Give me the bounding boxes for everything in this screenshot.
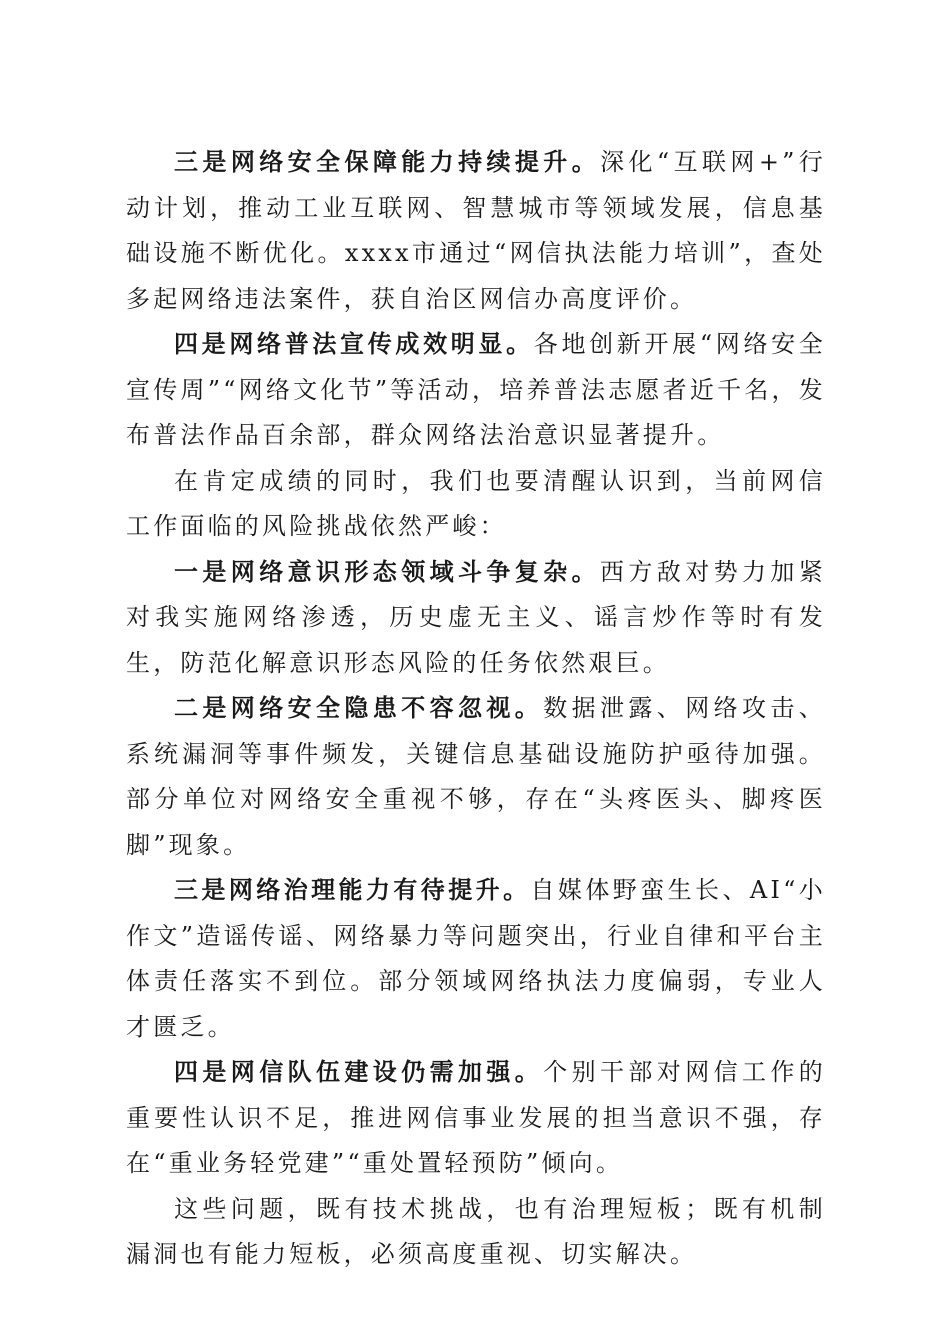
paragraph-text: 在肯定成绩的同时，我们也要清醒认识到，当前网信工作面临的风险挑战依然严峻： [126,466,826,540]
paragraph-legal-publicity [126,322,826,459]
paragraph-lead: 二是网络安全隐患不容忽视。 [174,694,544,722]
paragraph-text: 个别干部对网信工作的重要性认识不足，推进网信事业发展的担当意识不强，存在“重业务轻党建”“重处置轻预防”倾向。 [126,1058,826,1177]
paragraph-text: 西方敌对势力加紧对我实施网络渗透，历史虚无主义、谣言炒作等时有发生，防范化解意识形态风险的任务依然艰巨。 [126,557,826,677]
paragraph-transition-challenges [126,459,826,550]
paragraph-team-building [126,1050,826,1187]
paragraph-network-security-capability [126,140,826,322]
paragraph-governance-capability [126,868,826,1050]
paragraph-text: 数据泄露、网络攻击、系统漏洞等事件频发，关键信息基础设施防护亟待加强。部分单位对网络安全重视不够，存在“头疼医头、脚疼医脚”现象。 [126,694,826,859]
paragraph-lead: 一是网络意识形态领域斗争复杂。 [174,557,600,586]
paragraph-text: 各地创新开展“网络安全宣传周”“网络文化节”等活动，培养普法志愿者近千名，发布普法作品百余部，群众网络法治意识显著提升。 [126,330,826,449]
paragraph-ideology-struggle [126,550,826,687]
paragraph-security-risks [126,686,826,868]
paragraph-text: 这些问题，既有技术挑战，也有治理短板；既有机制漏洞也有能力短板，必须高度重视、切实解决。 [126,1194,826,1268]
document-body [126,140,826,1278]
paragraph-text: 深化“互联网+”行动计划，推动工业互联网、智慧城市等领域发展，信息基础设施不断优化。xxxx市通过“网信执法能力培训”，查处多起网络违法案件，获自治区网信办高度评价。 [126,148,827,313]
paragraph-lead: 三是网络治理能力有待提升。 [174,876,531,904]
paragraph-conclusion [126,1187,826,1278]
paragraph-text: 自媒体野蛮生长、AI“小作文”造谣传谣、网络暴力等问题突出，行业自律和平台主体责任落实不到位。部分领域网络执法力度偏弱，专业人才匮乏。 [126,876,826,1041]
paragraph-lead: 三是网络安全保障能力持续提升。 [174,148,601,176]
paragraph-lead: 四是网信队伍建设仍需加强。 [174,1058,544,1086]
paragraph-lead: 四是网络普法宣传成效明显。 [174,330,534,358]
